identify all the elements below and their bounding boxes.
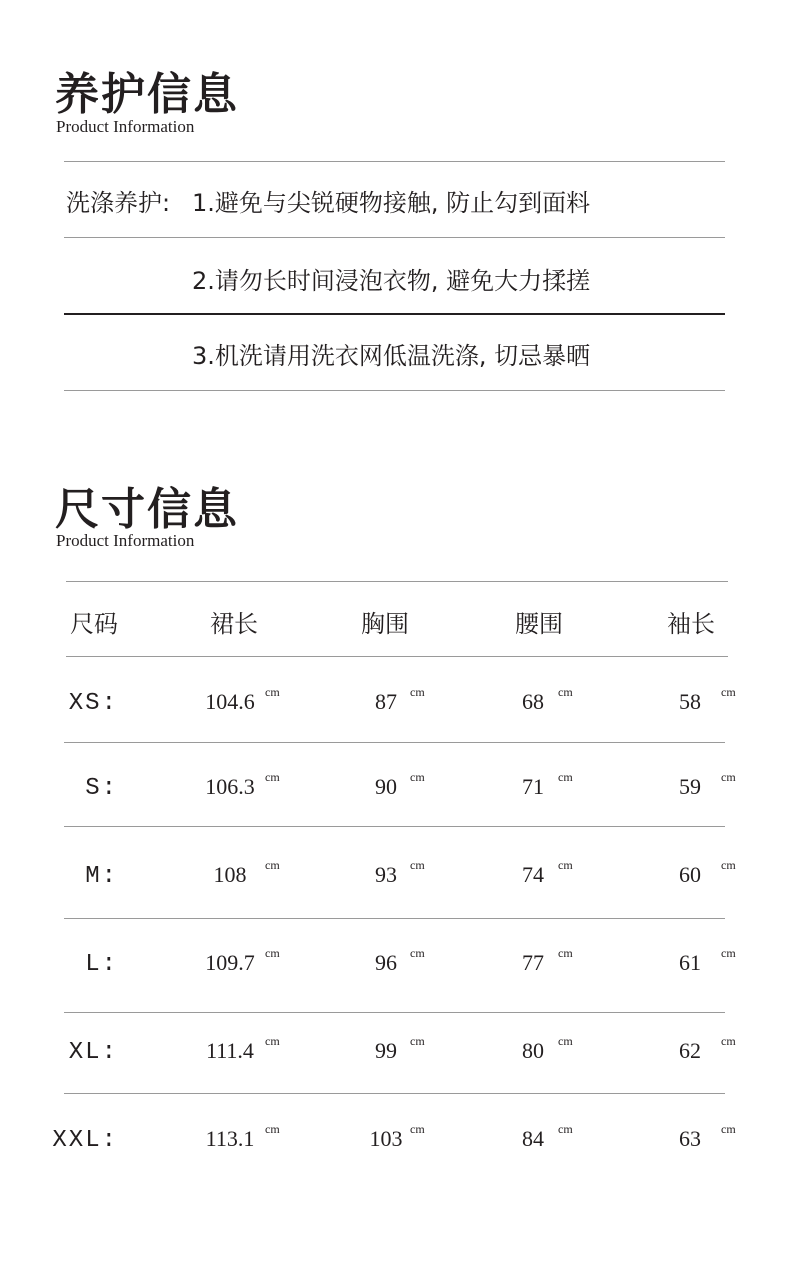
divider (64, 161, 725, 162)
size-section-subtitle: Product Information (56, 531, 195, 550)
header-sleeve: 袖长 (667, 610, 715, 638)
size-label: XL: (68, 1039, 118, 1066)
unit-label: cm (265, 858, 280, 872)
care-label: 洗涤养护: (66, 189, 171, 217)
cell-chest: 103 (369, 1126, 403, 1151)
table-divider (66, 581, 728, 582)
cell-length: 108 (213, 862, 247, 887)
unit-label: cm (265, 685, 280, 699)
table-divider (66, 656, 728, 657)
unit-label: cm (265, 946, 280, 960)
unit-label: cm (721, 1122, 736, 1136)
table-divider (64, 742, 725, 743)
table-divider (64, 826, 725, 827)
size-label: XS: (68, 690, 118, 717)
header-length: 裙长 (210, 610, 258, 638)
care-item-2: 2.请勿长时间浸泡衣物, 避免大力揉搓 (192, 267, 591, 295)
unit-label: cm (265, 770, 280, 784)
unit-label: cm (410, 770, 425, 784)
unit-label: cm (558, 1034, 573, 1048)
cell-waist: 74 (522, 862, 544, 887)
unit-label: cm (721, 770, 736, 784)
cell-chest: 93 (375, 862, 397, 887)
care-item-1: 1.避免与尖锐硬物接触, 防止勾到面料 (192, 189, 591, 217)
unit-label: cm (558, 685, 573, 699)
cell-waist: 68 (522, 689, 544, 714)
cell-length: 111.4 (206, 1038, 254, 1063)
divider (64, 390, 725, 391)
cell-length: 106.3 (205, 774, 255, 799)
cell-sleeve: 60 (679, 862, 701, 887)
unit-label: cm (721, 858, 736, 872)
table-divider (64, 918, 725, 919)
header-waist: 腰围 (515, 610, 563, 638)
cell-waist: 84 (522, 1126, 544, 1151)
size-label: XXL: (52, 1127, 118, 1154)
divider (64, 237, 725, 238)
care-section-title: 养护信息 (55, 69, 239, 120)
unit-label: cm (265, 1122, 280, 1136)
table-divider (64, 1093, 725, 1094)
unit-label: cm (558, 1122, 573, 1136)
cell-chest: 96 (375, 950, 397, 975)
cell-chest: 99 (375, 1038, 397, 1063)
cell-waist: 77 (522, 950, 544, 975)
cell-sleeve: 62 (679, 1038, 701, 1063)
unit-label: cm (558, 770, 573, 784)
care-item-3: 3.机洗请用洗衣网低温洗涤, 切忌暴晒 (192, 342, 591, 370)
cell-length: 104.6 (205, 689, 255, 714)
unit-label: cm (558, 946, 573, 960)
divider (64, 313, 725, 315)
cell-length: 113.1 (205, 1126, 255, 1151)
unit-label: cm (410, 946, 425, 960)
header-size: 尺码 (70, 610, 118, 638)
cell-sleeve: 58 (679, 689, 701, 714)
unit-label: cm (265, 1034, 280, 1048)
unit-label: cm (558, 858, 573, 872)
cell-waist: 71 (522, 774, 544, 799)
unit-label: cm (410, 685, 425, 699)
size-label: S: (85, 775, 118, 802)
table-divider (64, 1012, 725, 1013)
size-label: M: (85, 863, 118, 890)
cell-chest: 90 (375, 774, 397, 799)
unit-label: cm (721, 1034, 736, 1048)
cell-length: 109.7 (205, 950, 255, 975)
cell-chest: 87 (375, 689, 397, 714)
size-section-title: 尺寸信息 (55, 484, 239, 535)
unit-label: cm (410, 858, 425, 872)
unit-label: cm (410, 1122, 425, 1136)
unit-label: cm (721, 946, 736, 960)
cell-sleeve: 63 (679, 1126, 701, 1151)
unit-label: cm (721, 685, 736, 699)
care-section-subtitle: Product Information (56, 117, 195, 136)
header-chest: 胸围 (361, 610, 409, 638)
size-label: L: (85, 951, 118, 978)
cell-sleeve: 59 (679, 774, 701, 799)
cell-waist: 80 (522, 1038, 544, 1063)
cell-sleeve: 61 (679, 950, 701, 975)
unit-label: cm (410, 1034, 425, 1048)
